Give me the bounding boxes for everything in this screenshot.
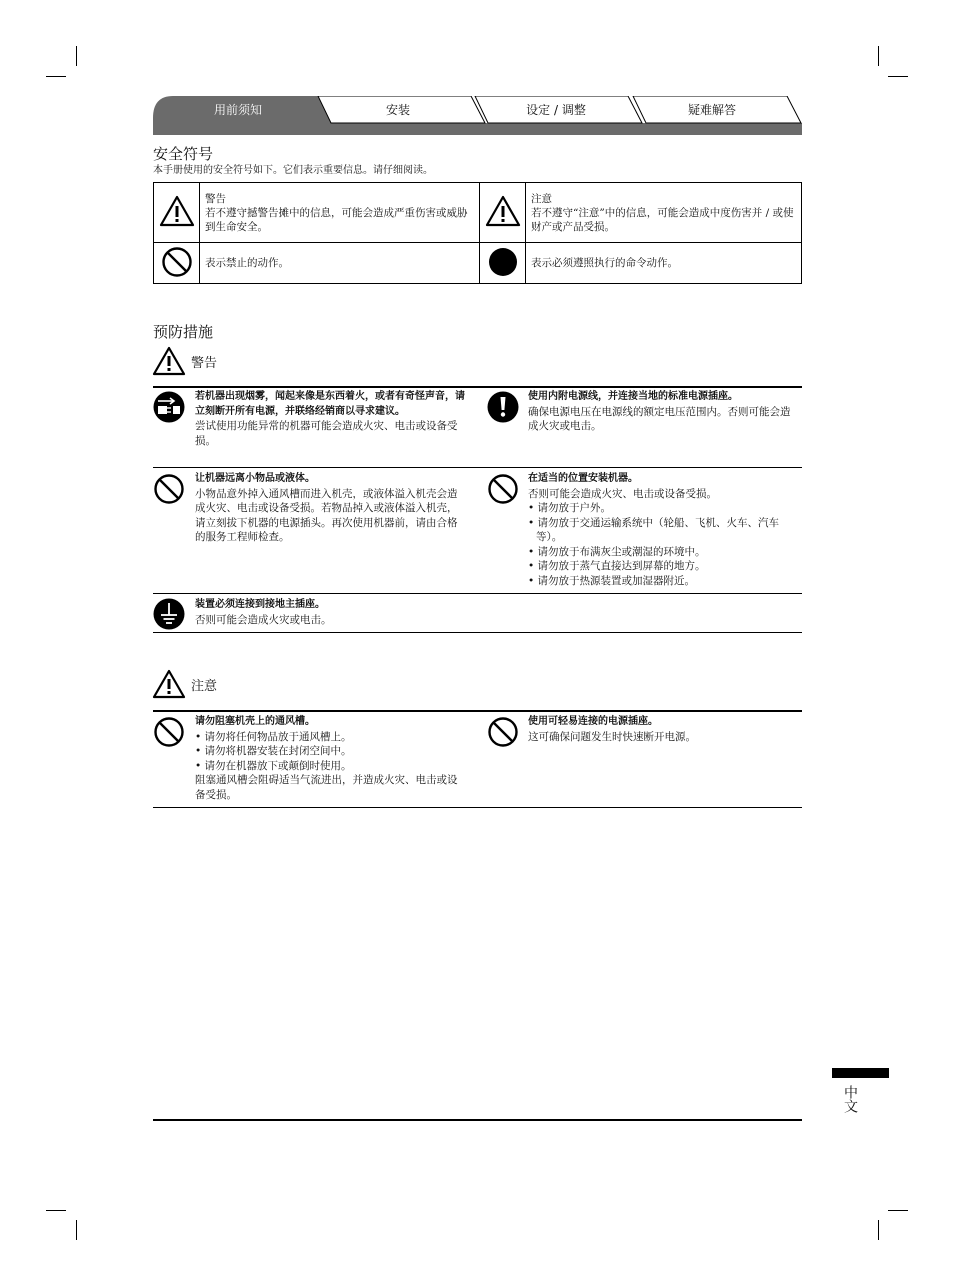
divider (153, 632, 802, 633)
exclamation-mandatory-icon (487, 391, 519, 423)
crop-mark (878, 1220, 879, 1240)
symbol-cell (480, 243, 526, 284)
caution-text: 若不遵守“注意”中的信息，可能会造成中度伤害并 / 或使财产或产品受损。 (531, 206, 794, 233)
footer-rule (153, 1119, 802, 1121)
caution-definition (526, 183, 802, 243)
caution-item-ventilation (195, 715, 465, 802)
crop-mark (878, 46, 879, 66)
prohibited-text: 表示禁止的动作。 (200, 243, 480, 284)
tab-settings-adjustment[interactable]: 设定 / 调整 (526, 103, 586, 117)
prohibited-icon (153, 716, 185, 748)
warning-item-smoke (195, 390, 465, 448)
item-body: 确保电源电压在电源线的额定电压范围内。否则可能会造成火灾或电击。 (528, 405, 791, 432)
warning-text: 若不遵守撼警告摊中的信息，可能会造成严重伤害或威胁到生命安全。 (205, 206, 468, 233)
caution-item-outlet (528, 715, 800, 744)
safety-symbols-intro: 本手册使用的安全符号如下。它们表示重要信息。请仔细阅读。 (153, 165, 433, 176)
tab-troubleshooting[interactable]: 疑难解答 (687, 103, 736, 117)
warning-item-power-cord (528, 390, 800, 434)
prohibited-icon (487, 716, 519, 748)
list-item: • 请勿放于户外。 (528, 502, 612, 514)
mandatory-action-icon (487, 246, 519, 278)
list-item: • 请勿放于交通运输系统中（轮船、飞机、火车、汽车等）。 (528, 516, 780, 543)
safety-symbol-table (153, 182, 802, 284)
item-title: 使用内附电源线，并连接当地的标准电源插座。 (528, 391, 738, 402)
ground-connection-icon (153, 598, 185, 630)
warning-triangle-icon (152, 346, 186, 376)
caution-heading: 注意 (191, 679, 218, 694)
item-title: 装置必须连接到接地主插座。 (195, 599, 325, 610)
list-item: • 请勿将任何物品放于通风槽上。 (195, 730, 352, 743)
safety-symbols-title: 安全符号 (153, 145, 214, 163)
warning-definition (200, 183, 480, 243)
crop-mark (888, 1210, 908, 1211)
crop-mark (46, 76, 66, 77)
caution-label: 注意 (531, 192, 552, 205)
tab-before-use[interactable]: 用前须知 (213, 103, 262, 117)
language-tab-label: 中文 (842, 1085, 858, 1113)
symbol-cell (480, 183, 526, 243)
list-item: • 请勿在机器放下或颠倒时使用。 (195, 759, 352, 772)
item-body: 阻塞通风槽会阻碍适当气流进出，并造成火灾、电击或设备受损。 (195, 774, 458, 801)
crop-mark (46, 1210, 66, 1211)
language-tab-bar (832, 1068, 889, 1078)
item-title: 请勿阻塞机壳上的通风槽。 (195, 716, 315, 727)
list-item: • 请勿放于蒸气直接达到屏幕的地方。 (528, 560, 706, 572)
item-body: 否则可能会造成火灾或电击。 (195, 613, 332, 626)
item-body: 尝试使用功能异常的机器可能会造成火灾、电击或设备受损。 (195, 420, 458, 447)
warning-heading: 警告 (191, 356, 218, 371)
item-title: 使用可轻易连接的电源插座。 (528, 716, 658, 727)
divider (153, 593, 802, 594)
item-body: 这可确保问题发生时快速断开电源。 (528, 730, 696, 743)
list-item: • 请勿放于布满灰尘或潮湿的环境中。 (528, 545, 706, 558)
prohibited-icon (161, 246, 193, 278)
divider (153, 467, 802, 468)
symbol-cell (154, 183, 200, 243)
crop-mark (76, 1220, 77, 1240)
chapter-tabs (153, 96, 802, 135)
divider (153, 807, 802, 808)
tab-installation[interactable]: 安装 (385, 103, 410, 117)
warning-item-liquids (195, 472, 465, 545)
caution-triangle-icon (485, 195, 521, 227)
item-title: 在适当的位置安装机器。 (528, 473, 638, 484)
warning-label: 警告 (205, 192, 226, 205)
crop-mark (888, 76, 908, 77)
item-title: 若机器出现烟雾，闻起来像是东西着火，或者有奇怪声音，请立刻断开所有电源，并联络经销商以寻求建议。 (195, 391, 465, 417)
warning-triangle-icon (159, 195, 195, 227)
list-item: • 请勿放于热源装置或加湿器附近。 (528, 574, 696, 587)
divider (153, 386, 802, 388)
item-title: 让机器远离小物品或液体。 (195, 473, 315, 484)
unplug-power-icon (153, 391, 185, 423)
list-item: • 请勿将机器安装在封闭空间中。 (195, 745, 352, 757)
precautions-title: 预防措施 (153, 323, 214, 341)
item-body: 否则可能会造成火灾、电击或设备受损。 (528, 487, 717, 500)
divider (153, 710, 802, 712)
prohibited-icon (153, 473, 185, 505)
warning-item-grounding (195, 598, 595, 627)
item-body: 小物品意外掉入通风槽而进入机壳，或液体溢入机壳会造成火灾、电击或设备受损。若物品掉入或液体溢入机壳，请立刻拔下机器的电源插头。再次使用机器前，请由合格的服务工程师检查。 (195, 487, 458, 543)
crop-mark (76, 46, 77, 66)
prohibited-icon (487, 473, 519, 505)
warning-item-location (528, 472, 800, 588)
symbol-cell (154, 243, 200, 284)
mandatory-text: 表示必须遵照执行的命令动作。 (526, 243, 802, 284)
caution-triangle-icon (152, 669, 186, 699)
